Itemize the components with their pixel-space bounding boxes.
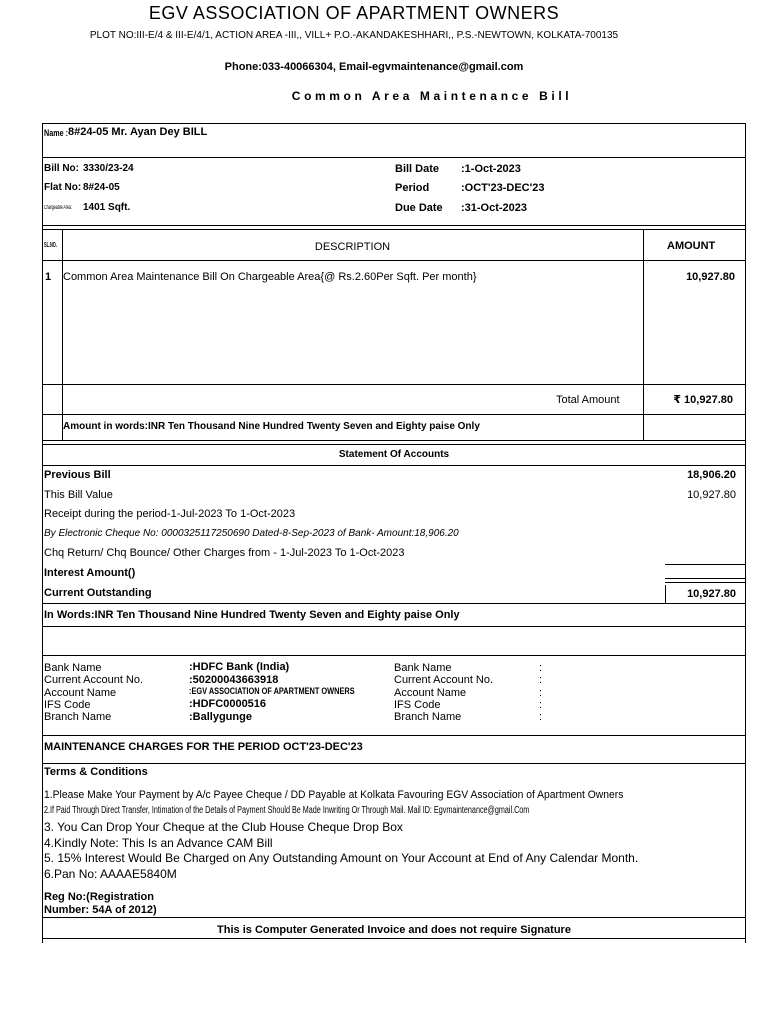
org-address: PLOT NO:III-E/4 & III-E/4/1, ACTION AREA -III,, VILL+ P.O.-AKANDAKESHHARI,, P.S.-NEWTOWN, KOLKATA-700135 (89, 30, 619, 41)
this-bill-value: 10,927.80 (687, 489, 736, 501)
org-contact: Phone:033-40066304, Email-egvmaintenance@gmail.com (224, 61, 524, 73)
divider (42, 603, 746, 604)
amount-in-words: Amount in words:INR Ten Thousand Nine Hundred Twenty Seven and Eighty paise Only (63, 421, 480, 432)
terms-item: 6.Pan No: AAAAE5840M (44, 867, 177, 881)
due-date: :31-Oct-2023 (461, 202, 528, 214)
underline (665, 578, 746, 579)
bank-right-label-0: Bank Name (394, 662, 452, 674)
bank-right-value-1: : (539, 674, 543, 686)
reg-line-1: Reg No:(Registration (44, 891, 154, 903)
bank-right-label-4: Branch Name (394, 711, 462, 723)
terms-item: 2.If Paid Through Direct Transfer, Intimation of the Details of Payment Should Be Made Inwriting Or Through Mail. Mail ID: Egvmaintenance@gmail.Com (44, 805, 530, 816)
divider (42, 260, 746, 261)
bank-right-value-4: : (539, 711, 543, 723)
divider (42, 157, 746, 158)
chargeable-area: 1401 Sqft. (83, 202, 131, 213)
frame-right (745, 123, 746, 943)
divider (42, 763, 746, 764)
interest-label: Interest Amount() (44, 567, 136, 579)
terms-item: 1.Please Make Your Payment by A/c Payee Cheque / DD Payable at Kolkata Favouring EGV Association of Apartment Owners (44, 789, 624, 801)
bank-left-value-1: :50200043663918 (189, 674, 279, 686)
bank-right-label-2: Account Name (394, 687, 467, 699)
col-divider (62, 230, 63, 441)
divider (42, 917, 746, 918)
receipt-label: Receipt during the period-1-Jul-2023 To 1-Oct-2023 (44, 508, 296, 520)
name-label: Name : (44, 128, 69, 138)
cheque-detail: By Electronic Cheque No: 0000325117250690 Dated-8-Sep-2023 of Bank- Amount:18,906.20 (44, 528, 459, 539)
period-heading: MAINTENANCE CHARGES FOR THE PERIOD OCT'23-DEC'23 (44, 741, 363, 753)
bill-date: :1-Oct-2023 (461, 163, 521, 175)
divider (42, 735, 746, 736)
divider (42, 440, 746, 441)
period-label: Period (395, 182, 430, 194)
bill-no: 3330/23-24 (83, 163, 134, 174)
period: :OCT'23-DEC'23 (461, 182, 545, 194)
bank-right-label-1: Current Account No. (394, 674, 494, 686)
bank-left-label-2: Account Name (44, 687, 117, 699)
previous-bill-label: Previous Bill (44, 469, 111, 481)
terms-title: Terms & Conditions (44, 766, 148, 778)
footer-note: This is Computer Generated Invoice and does not require Signature (217, 924, 571, 936)
frame-top (42, 123, 746, 124)
in-words: In Words:INR Ten Thousand Nine Hundred Twenty Seven and Eighty paise Only (44, 609, 460, 621)
reg-line-2: Number: 54A of 2012) (44, 904, 157, 916)
bank-left-value-4: :Ballygunge (189, 711, 252, 723)
bank-left-label-4: Branch Name (44, 711, 112, 723)
terms-item: 3. You Can Drop Your Cheque at the Club House Cheque Drop Box (44, 820, 403, 834)
divider (42, 384, 746, 385)
divider (42, 229, 746, 230)
bank-right-value-3: : (539, 699, 543, 711)
bank-left-value-3: :HDFC0000516 (189, 698, 267, 710)
this-bill-label: This Bill Value (44, 489, 113, 501)
outstanding-label: Current Outstanding (44, 587, 152, 599)
flat-no-label: Flat No: (44, 182, 82, 193)
underline (665, 564, 746, 565)
col-sl-header: SL.NO. (44, 242, 57, 249)
flat-no: 8#24-05 (83, 182, 120, 193)
bank-left-value-0: :HDFC Bank (India) (189, 661, 290, 673)
bank-left-label-1: Current Account No. (44, 674, 144, 686)
area-label: Chargeable Area: (44, 205, 73, 211)
frame-left (42, 123, 43, 943)
divider (42, 655, 746, 656)
underline (665, 582, 746, 583)
terms-item: 5. 15% Interest Would Be Charged on Any Outstanding Amount on Your Account at End of Any Calendar Month. (44, 851, 639, 865)
previous-bill-value: 18,906.20 (687, 469, 736, 481)
terms-item: 4.Kindly Note: This Is an Advance CAM Bill (44, 836, 273, 850)
total-label: Total Amount (556, 394, 620, 406)
divider (42, 938, 746, 939)
divider (42, 444, 746, 445)
bank-right-value-2: : (539, 687, 543, 699)
col-desc-header: DESCRIPTION (314, 241, 391, 253)
bank-left-label-3: IFS Code (44, 699, 91, 711)
doc-title: Common Area Maintenance Bill (291, 89, 573, 103)
col-divider (643, 230, 644, 441)
col-amount-header: AMOUNT (667, 240, 716, 252)
bill-no-label: Bill No: (44, 163, 79, 174)
row-amount: 10,927.80 (686, 271, 735, 283)
bank-left-value-2: :EGV ASSOCIATION OF APARTMENT OWNERS (189, 686, 355, 696)
org-name: EGV ASSOCIATION OF APARTMENT OWNERS (148, 3, 560, 23)
row-sl: 1 (45, 271, 52, 283)
divider (42, 465, 746, 466)
bank-right-value-0: : (539, 662, 543, 674)
bank-left-label-0: Bank Name (44, 662, 102, 674)
divider (42, 414, 746, 415)
bank-right-label-3: IFS Code (394, 699, 441, 711)
divider (42, 225, 746, 226)
total-value: ₹ 10,927.80 (673, 394, 733, 406)
row-desc: Common Area Maintenance Bill On Chargeable Area{@ Rs.2.60Per Sqft. Per month} (63, 271, 477, 283)
bill-date-label: Bill Date (395, 163, 440, 175)
customer-name: 8#24-05 Mr. Ayan Dey BILL (68, 126, 208, 138)
statement-title: Statement Of Accounts (338, 449, 450, 460)
outstanding-value: 10,927.80 (687, 588, 736, 600)
chq-return-label: Chq Return/ Chq Bounce/ Other Charges from - 1-Jul-2023 To 1-Oct-2023 (44, 547, 405, 559)
divider (42, 626, 746, 627)
due-date-label: Due Date (395, 202, 443, 214)
